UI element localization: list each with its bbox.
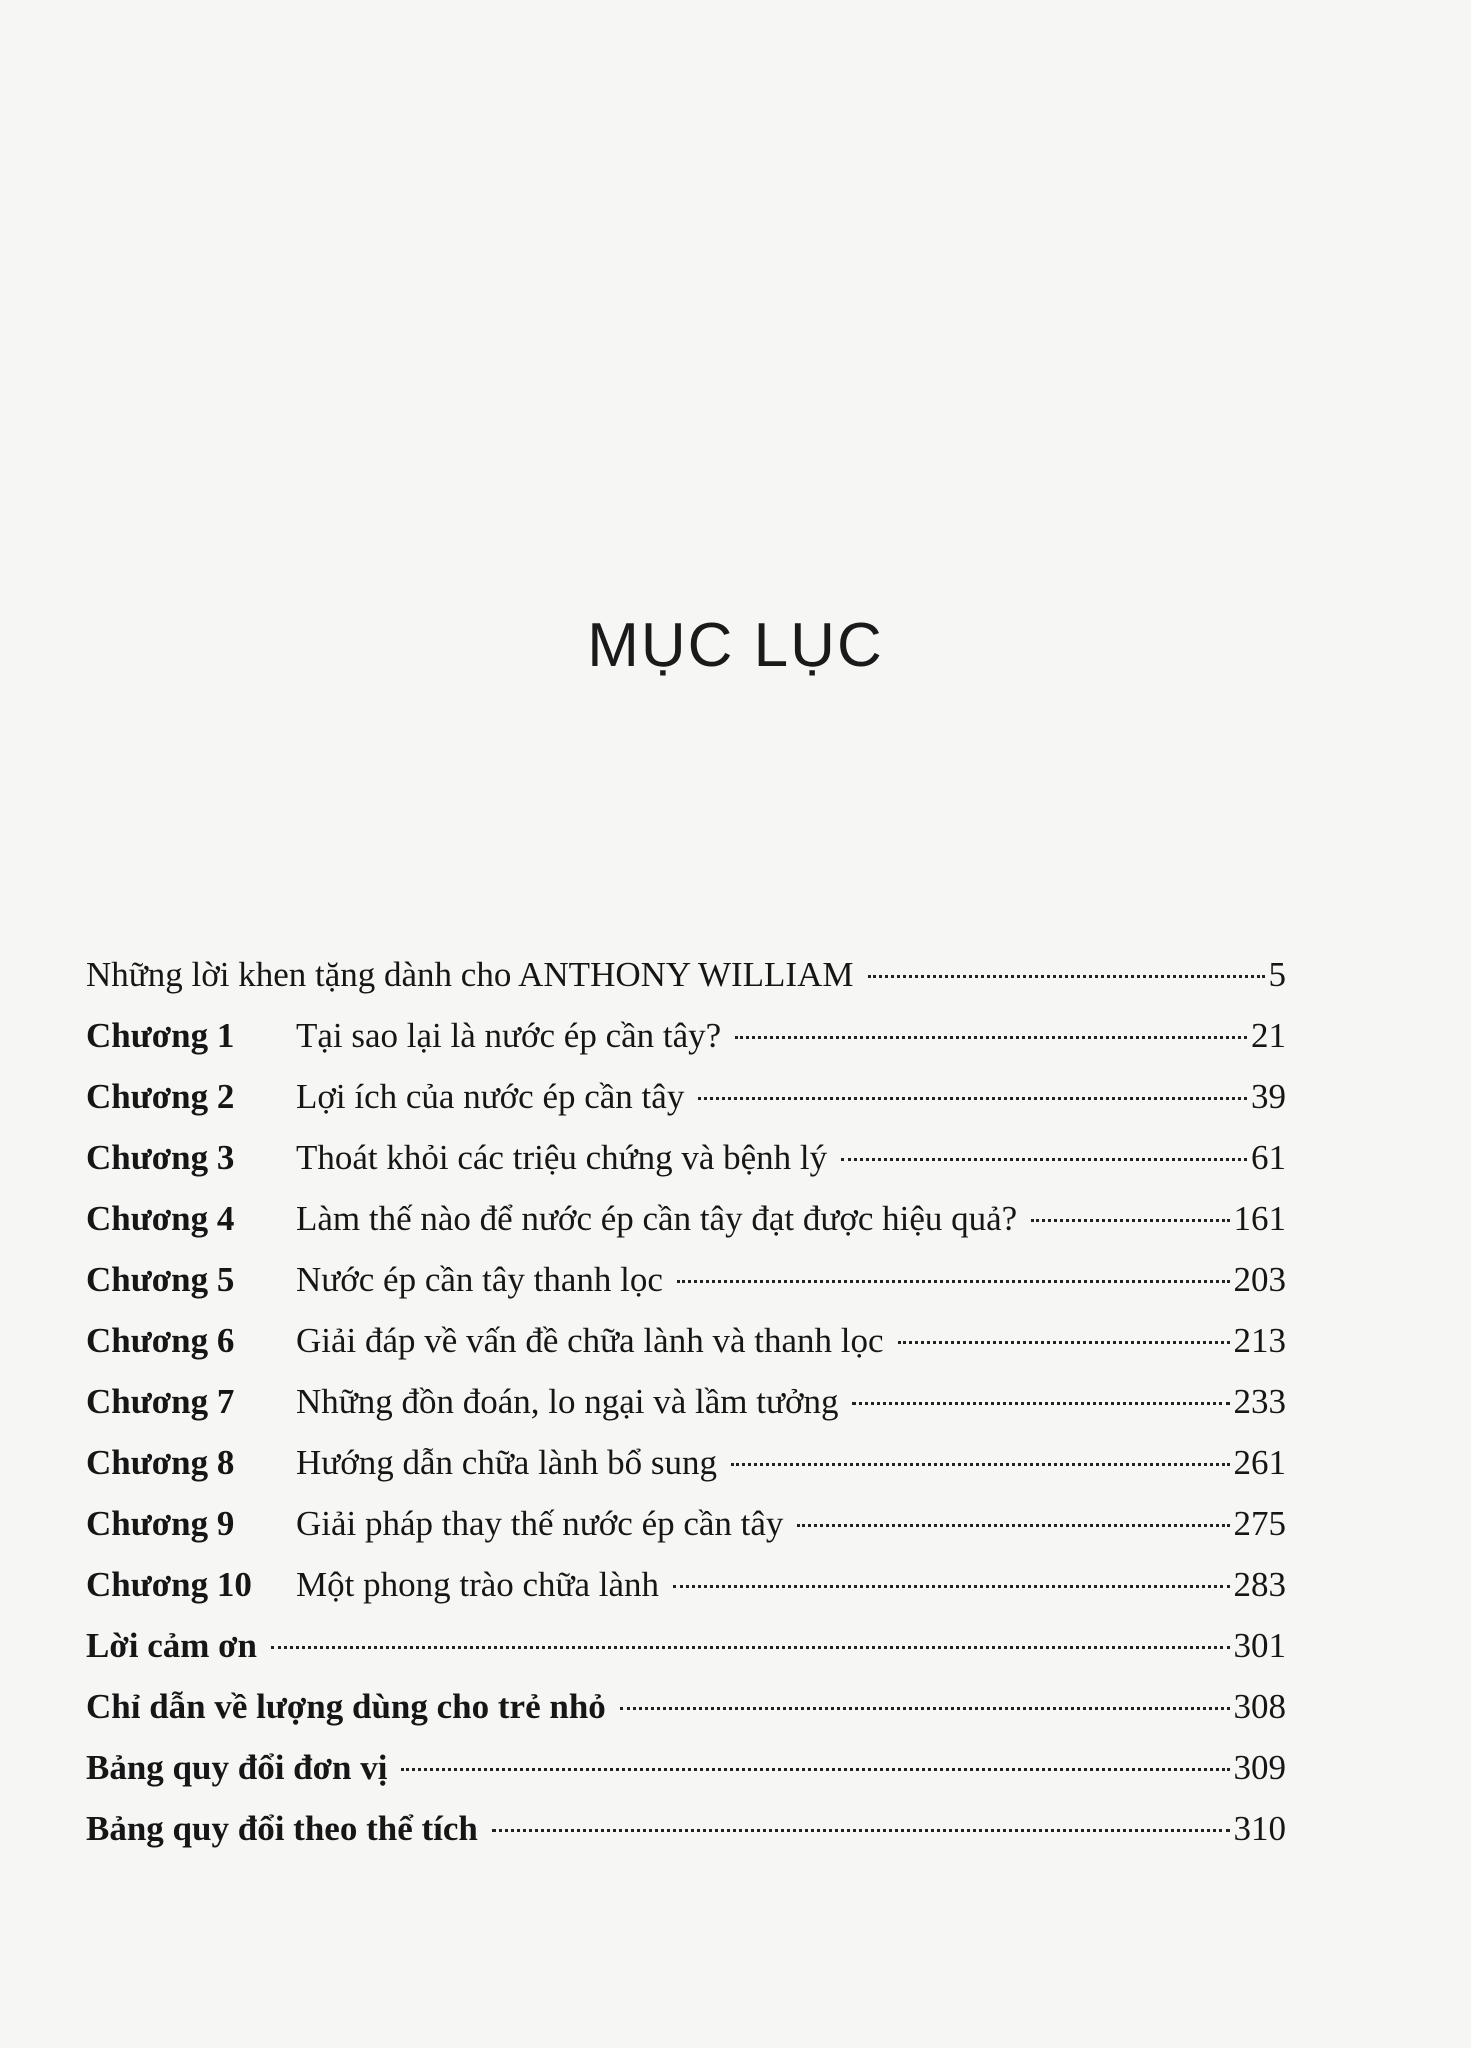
toc-entry-title: Tại sao lại là nước ép cần tây? <box>296 1016 722 1055</box>
toc-row <box>86 1809 1286 1870</box>
toc-entry-title: Giải pháp thay thế nước ép cần tây <box>296 1504 784 1543</box>
toc-row <box>86 1077 1286 1138</box>
toc-page-number: 61 <box>1251 1138 1286 1177</box>
toc-entry-title: Lời cảm ơn <box>86 1626 257 1665</box>
toc-page-number: 261 <box>1233 1443 1286 1482</box>
dot-leader <box>898 1341 1230 1344</box>
toc-row <box>86 1199 1286 1260</box>
toc-entry-title: Lợi ích của nước ép cần tây <box>296 1077 685 1116</box>
toc-row <box>86 1687 1286 1748</box>
toc-page-number: 213 <box>1233 1321 1286 1360</box>
chapter-label: Chương 2 <box>86 1077 235 1116</box>
dot-leader <box>797 1524 1229 1527</box>
toc-entry-title: Chỉ dẫn về lượng dùng cho trẻ nhỏ <box>86 1687 606 1726</box>
toc-row <box>86 1443 1286 1504</box>
toc-page-number: 301 <box>1233 1626 1286 1665</box>
dot-leader <box>1031 1219 1229 1222</box>
dot-leader <box>735 1036 1247 1039</box>
toc-row <box>86 1626 1286 1687</box>
chapter-label: Chương 5 <box>86 1260 235 1299</box>
dot-leader <box>677 1280 1230 1283</box>
dot-leader <box>841 1158 1247 1161</box>
toc-page-number: 5 <box>1268 955 1286 994</box>
dot-leader <box>868 975 1265 978</box>
dot-leader <box>401 1768 1229 1771</box>
page-title: MỤC LỤC <box>587 611 884 680</box>
chapter-label: Chương 6 <box>86 1321 235 1360</box>
toc-row <box>86 1016 1286 1077</box>
chapter-label: Chương 9 <box>86 1504 235 1543</box>
toc-entry-title: Một phong trào chữa lành <box>296 1565 660 1604</box>
dot-leader <box>271 1646 1230 1649</box>
toc-entry-title: Bảng quy đổi đơn vị <box>86 1748 388 1787</box>
toc-row <box>86 1138 1286 1199</box>
toc-page-number: 275 <box>1233 1504 1286 1543</box>
dot-leader <box>673 1585 1229 1588</box>
toc-entry-title: Giải đáp về vấn đề chữa lành và thanh lọc <box>296 1321 884 1360</box>
toc-row <box>86 1748 1286 1809</box>
toc-row <box>86 1504 1286 1565</box>
chapter-label: Chương 1 <box>86 1016 235 1055</box>
toc-entry-title: Thoát khỏi các triệu chứng và bệnh lý <box>296 1138 828 1177</box>
toc-page-number: 283 <box>1233 1565 1286 1604</box>
toc-row <box>86 955 1286 1016</box>
dot-leader <box>852 1402 1229 1405</box>
toc-row <box>86 1382 1286 1443</box>
toc-page-number: 310 <box>1233 1809 1286 1848</box>
dot-leader <box>620 1707 1230 1710</box>
dot-leader <box>731 1463 1230 1466</box>
toc-page-number: 308 <box>1233 1687 1286 1726</box>
toc-row <box>86 1321 1286 1382</box>
chapter-label: Chương 7 <box>86 1382 235 1421</box>
toc-entry-title: Bảng quy đổi theo thể tích <box>86 1809 478 1848</box>
toc-entry-title: Làm thế nào để nước ép cần tây đạt được hiệu quả? <box>296 1199 1018 1238</box>
toc-row <box>86 1565 1286 1626</box>
chapter-label: Chương 8 <box>86 1443 235 1482</box>
toc-entry-title: Nước ép cần tây thanh lọc <box>296 1260 663 1299</box>
toc-entry-title: Những đồn đoán, lo ngại và lầm tưởng <box>296 1382 839 1421</box>
toc-entry-title: Những lời khen tặng dành cho ANTHONY WILLIAM <box>86 955 854 994</box>
toc-page-number: 203 <box>1233 1260 1286 1299</box>
chapter-label: Chương 4 <box>86 1199 235 1238</box>
toc-entry-title: Hướng dẫn chữa lành bổ sung <box>296 1443 717 1482</box>
toc-page-number: 233 <box>1233 1382 1286 1421</box>
chapter-label: Chương 10 <box>86 1565 252 1604</box>
toc-page-number: 309 <box>1233 1748 1286 1787</box>
chapter-label: Chương 3 <box>86 1138 235 1177</box>
toc-page-number: 39 <box>1251 1077 1286 1116</box>
table-of-contents <box>86 955 1286 1870</box>
toc-page-number: 161 <box>1233 1199 1286 1238</box>
toc-page-number: 21 <box>1251 1016 1286 1055</box>
dot-leader <box>492 1829 1230 1832</box>
toc-row <box>86 1260 1286 1321</box>
dot-leader <box>698 1097 1247 1100</box>
